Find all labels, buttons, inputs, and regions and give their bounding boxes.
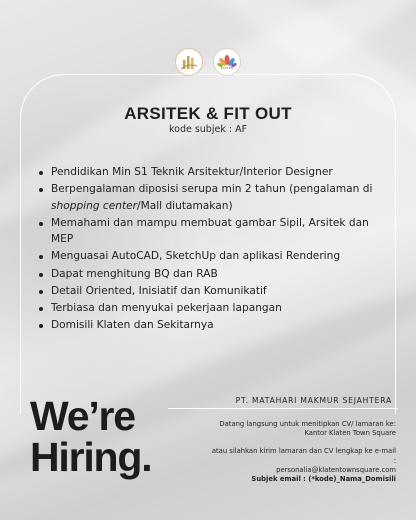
subject-code: kode subjek : AF <box>168 124 248 135</box>
requirement-item: Dapat menghitung BQ dan RAB <box>36 266 386 283</box>
requirement-item: Berpengalaman diposisi serupa min 2 tahun (pengalaman di shopping center/Mall diutamakan) <box>36 181 386 214</box>
requirements-list <box>36 164 386 334</box>
email-subject: Subjek email : (*kode)_Nama_Domisili <box>251 475 396 484</box>
logo-row <box>0 48 416 76</box>
requirement-item: Pendidikan Min S1 Teknik Arsitektur/Interior Designer <box>36 164 386 181</box>
office-location: Kantor Klaten Town Square <box>304 429 396 438</box>
gold-building-logo <box>175 48 203 76</box>
requirement-item: Detail Oriented, Inisiatif dan Komunikatif <box>36 283 386 300</box>
job-title: ARSITEK & FIT OUT <box>124 104 292 123</box>
requirement-item: Memahami dan mampu membuat gambar Sipil, Arsitek dan MEP <box>36 215 386 248</box>
hiring-line-1: We’re <box>30 393 135 439</box>
requirement-item: Domisili Klaten dan Sekitarnya <box>36 317 386 334</box>
contact-line: atau silahkan kirim lamaran dan CV lengkap ke e-mail : <box>211 447 396 465</box>
hiring-headline <box>30 393 152 480</box>
requirement-item: Terbiasa dan menyukai pekerjaan lapangan <box>36 300 386 317</box>
lotus-logo <box>213 48 241 76</box>
divider-line <box>168 408 398 409</box>
email-address[interactable]: personalia@klatentownsquare.com <box>276 465 396 474</box>
contact-info <box>210 420 396 484</box>
lotus-logo-text: KLATEN <box>220 66 234 70</box>
company-name: PT. MATAHARI MAKMUR SEJAHTERA <box>235 396 392 405</box>
requirement-item: Menguasai AutoCAD, SketchUp dan aplikasi Rendering <box>36 248 386 265</box>
hiring-line-2: Hiring. <box>30 434 152 480</box>
contact-line: Datang langsung untuk menitipkan CV/ lamaran ke: <box>219 420 396 428</box>
